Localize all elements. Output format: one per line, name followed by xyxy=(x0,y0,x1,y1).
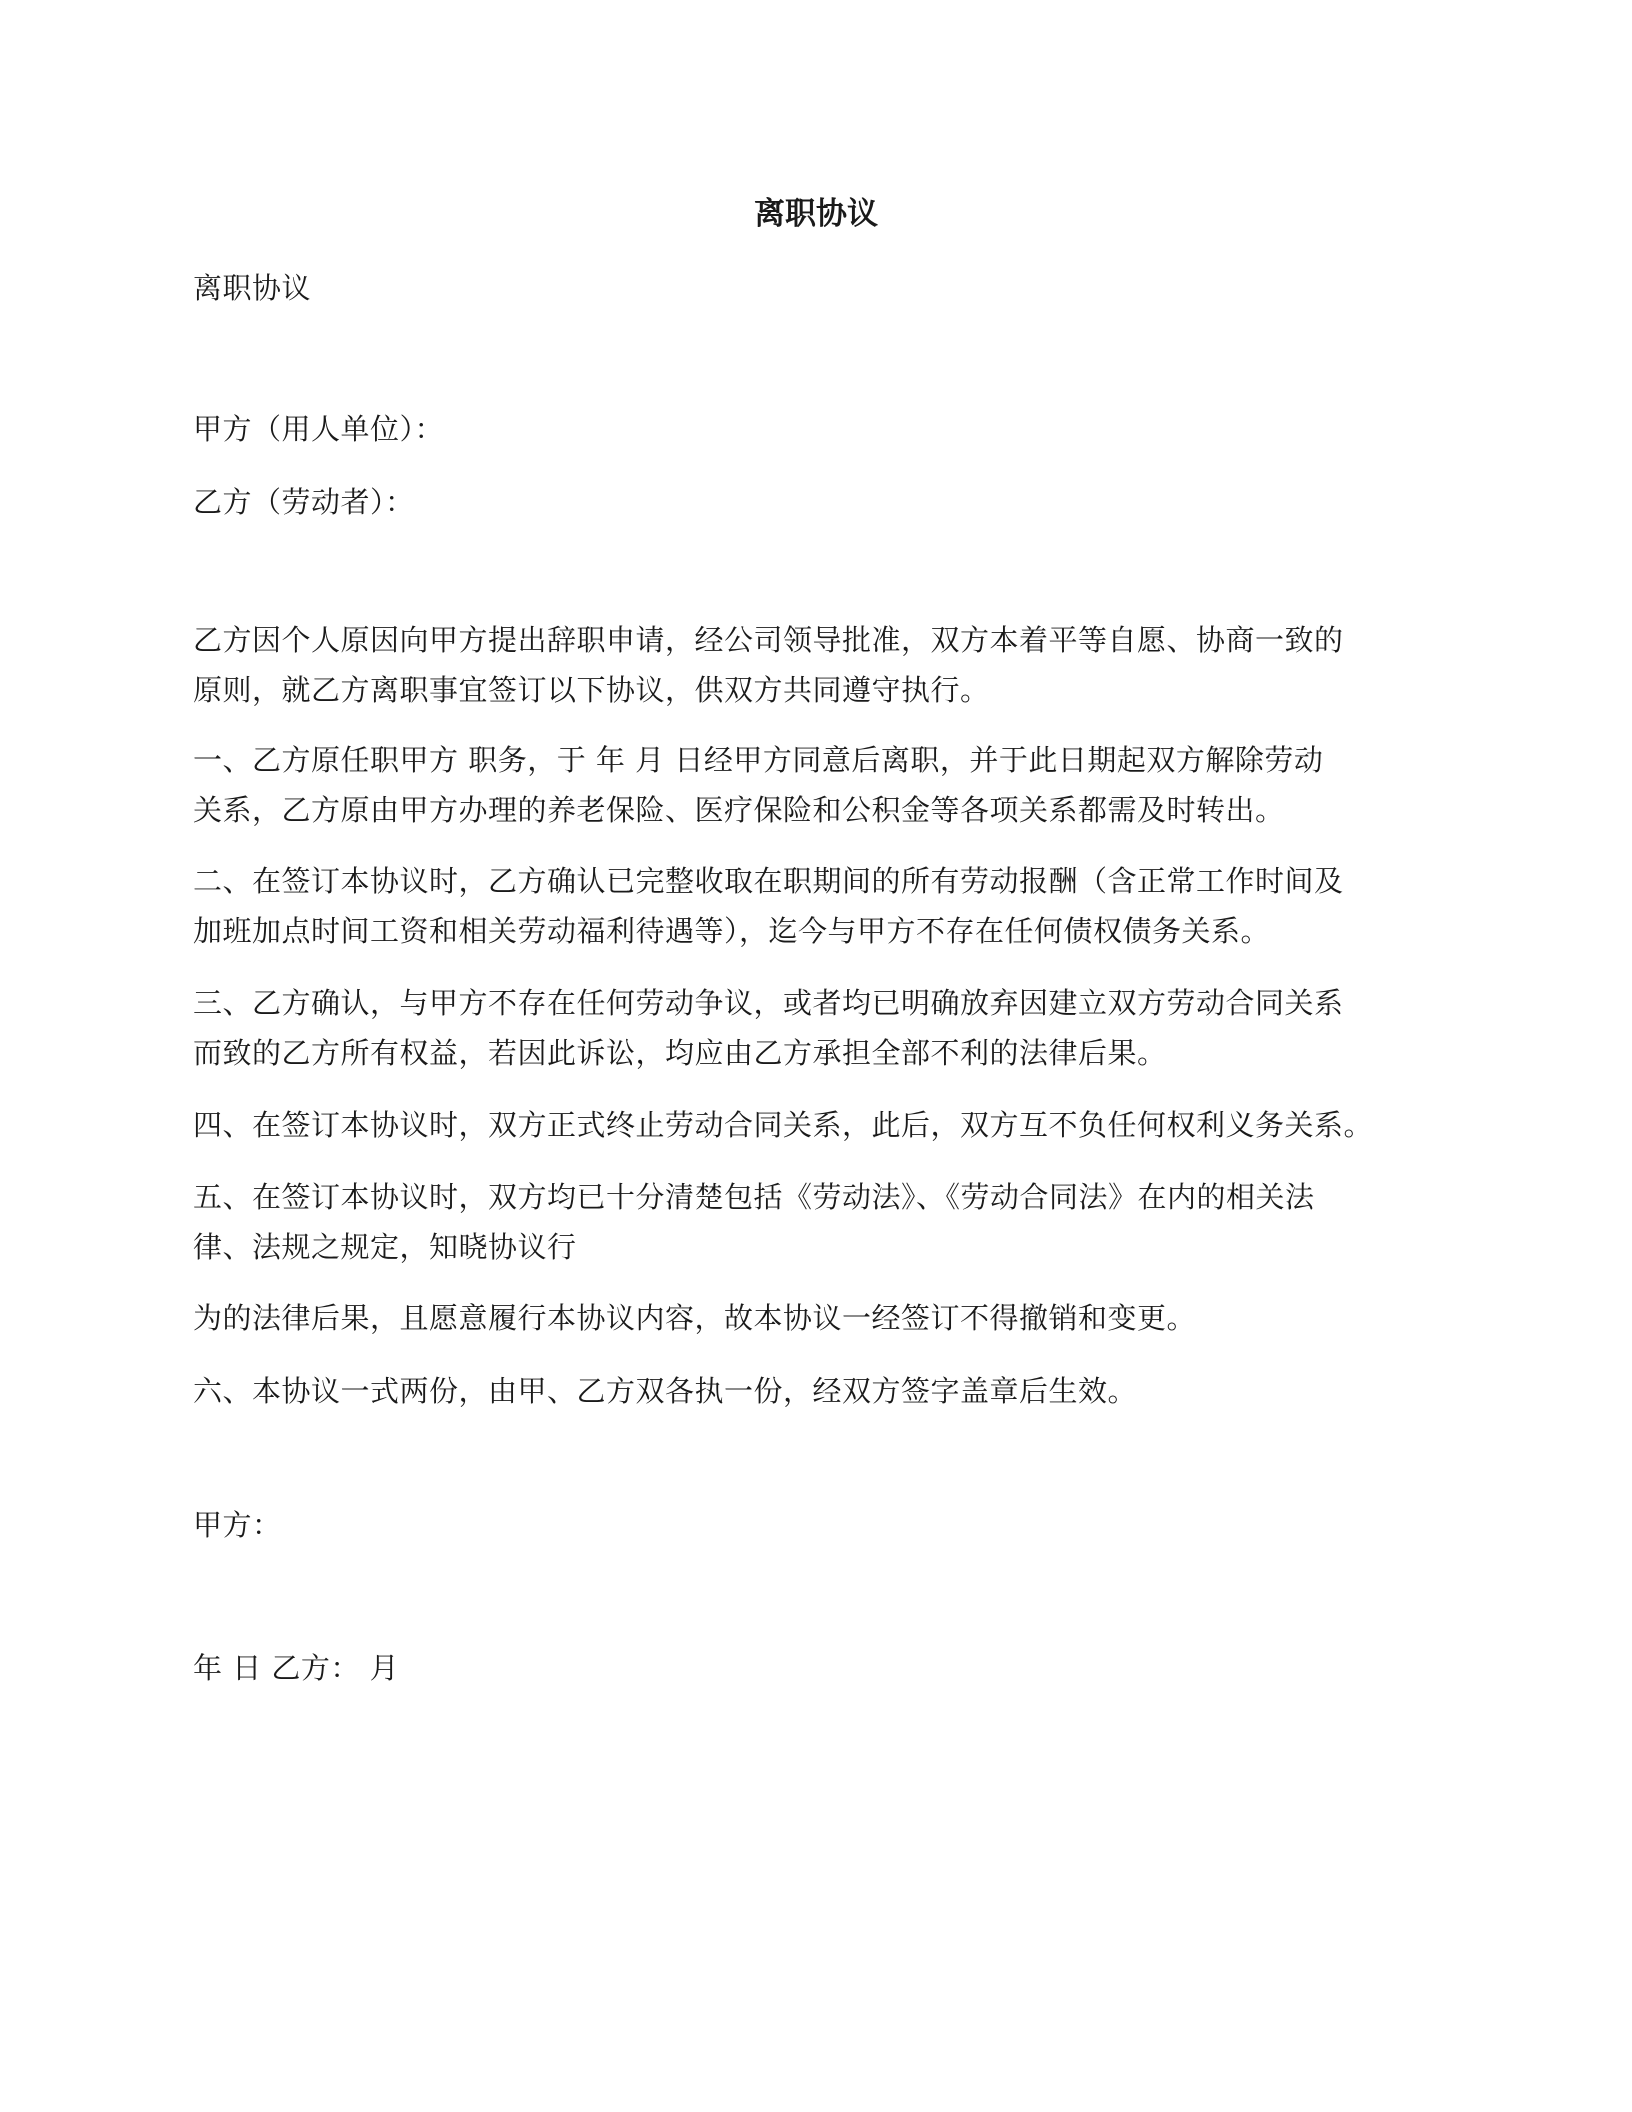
clause-3 xyxy=(193,978,1344,1078)
signature-date-line: 年 日 乙方： 月 xyxy=(193,1651,400,1685)
clause-5 xyxy=(193,1172,1315,1272)
clause-6-line: 六、本协议一式两份，由甲、乙方双各执一份，经双方签字盖章后生效。 xyxy=(193,1374,1138,1408)
intro-line: 原则，就乙方离职事宜签订以下协议，供双方共同遵守执行。 xyxy=(193,673,990,707)
party-a-label: 甲方（用人单位）： xyxy=(193,412,445,446)
clause-5-line: 五、在签订本协议时，双方均已十分清楚包括《劳动法》、《劳动合同法》在内的相关法 xyxy=(193,1180,1315,1214)
clause-2-line: 二、在签订本协议时，乙方确认已完整收取在职期间的所有劳动报酬（含正常工作时间及 xyxy=(193,864,1344,898)
clause-5-line: 律、法规之规定，知晓协议行 xyxy=(193,1230,577,1264)
clause-2-line: 加班加点时间工资和相关劳动福利待遇等），迄今与甲方不存在任何债权债务关系。 xyxy=(193,914,1271,948)
intro-line: 乙方因个人原因向甲方提出辞职申请，经公司领导批准，双方本着平等自愿、协商一致的 xyxy=(193,623,1344,657)
document-subtitle: 离职协议 xyxy=(193,271,312,305)
clause-2 xyxy=(193,856,1344,956)
clause-3-line: 三、乙方确认，与甲方不存在任何劳动争议，或者均已明确放弃因建立双方劳动合同关系 xyxy=(193,986,1344,1020)
clause-1-line: 关系，乙方原由甲方办理的养老保险、医疗保险和公积金等各项关系都需及时转出。 xyxy=(193,793,1285,827)
intro-paragraph xyxy=(193,615,1344,715)
clause-1-line: 一、乙方原任职甲方 职务，于 年 月 日经甲方同意后离职，并于此日期起双方解除劳动 xyxy=(193,743,1324,777)
signature-party-a: 甲方： xyxy=(193,1508,282,1542)
document-title: 离职协议 xyxy=(754,196,878,232)
clause-6 xyxy=(193,1366,1137,1416)
clause-1 xyxy=(193,735,1323,835)
clause-4-line: 四、在签订本协议时，双方正式终止劳动合同关系，此后，双方互不负任何权利义务关系。 xyxy=(193,1108,1374,1142)
clause-3-line: 而致的乙方所有权益，若因此诉讼，均应由乙方承担全部不利的法律后果。 xyxy=(193,1036,1167,1070)
clause-5-cont-line: 为的法律后果，且愿意履行本协议内容，故本协议一经签订不得撤销和变更。 xyxy=(193,1301,1197,1335)
party-b-label: 乙方（劳动者）： xyxy=(193,485,415,519)
clause-4 xyxy=(193,1100,1373,1150)
clause-5-continuation xyxy=(193,1293,1196,1343)
